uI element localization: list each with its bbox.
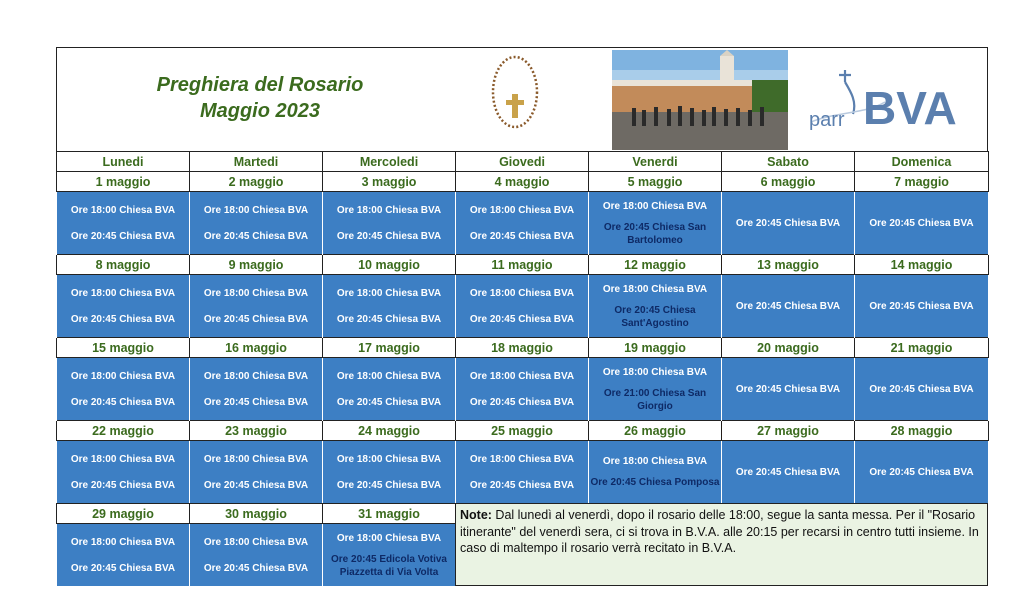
parish-logo-mark (805, 62, 969, 138)
events-cell (190, 441, 323, 504)
event-time: Ore 20:45 Chiesa BVA (469, 230, 575, 242)
event-time: Ore 18:00 Chiesa BVA (602, 283, 708, 295)
events-cell (722, 275, 855, 338)
event-time: Ore 20:45 Chiesa BVA (336, 396, 442, 408)
event-time: Ore 18:00 Chiesa BVA (203, 536, 309, 548)
date-cell: 11 maggio (456, 255, 589, 275)
event-time: Ore 20:45 Chiesa BVA (735, 217, 841, 229)
events-cell (323, 358, 456, 421)
note-label: Note: (460, 508, 492, 522)
events-cell (722, 441, 855, 504)
date-cell: 28 maggio (855, 421, 989, 441)
event-time: Ore 20:45 Chiesa BVA (735, 300, 841, 312)
date-cell: 17 maggio (323, 338, 456, 358)
events-cell (456, 192, 589, 255)
event-time: Ore 18:00 Chiesa BVA (70, 287, 176, 299)
date-cell: 22 maggio (57, 421, 190, 441)
calendar-table (56, 151, 989, 503)
event-time: Ore 18:00 Chiesa BVA (469, 204, 575, 216)
date-cell: 24 maggio (323, 421, 456, 441)
event-time: Ore 20:45 Chiesa BVA (70, 313, 176, 325)
title-line-1: Preghiera del Rosario (156, 74, 364, 96)
event-time: Ore 20:45 Chiesa BVA (203, 479, 309, 491)
date-row (57, 504, 456, 524)
event-time: Ore 20:45 Chiesa Pomposa (590, 477, 720, 488)
date-cell: 2 maggio (190, 172, 323, 192)
date-cell: 21 maggio (855, 338, 989, 358)
events-cell (456, 275, 589, 338)
date-cell: 14 maggio (855, 255, 989, 275)
weekday-label: Lunedi (57, 152, 190, 172)
event-time: Ore 18:00 Chiesa BVA (602, 456, 708, 467)
events-cell (190, 192, 323, 255)
date-cell: 26 maggio (589, 421, 722, 441)
events-row (57, 192, 989, 255)
event-time: Ore 21:00 Chiesa San Giorgio (603, 387, 707, 412)
date-cell: 1 maggio (57, 172, 190, 192)
weekday-label: Sabato (722, 152, 855, 172)
note-box (455, 503, 988, 586)
event-time: Ore 18:00 Chiesa BVA (469, 453, 575, 465)
events-cell (589, 192, 722, 255)
date-cell: 30 maggio (190, 504, 323, 524)
date-row (57, 338, 989, 358)
date-cell: 7 maggio (855, 172, 989, 192)
event-time: Ore 18:00 Chiesa BVA (70, 204, 176, 216)
note-text: Dal lunedì al venerdì, dopo il rosario delle 18:00, segue la santa messa. Per il "Rosario itinerante" del venerdì sera, ci si trova in B.V.A. alle 20:15 per recarsi in centro tutti insieme. In caso di maltempo il rosario verrà recitato in B.V.A. (460, 508, 979, 555)
event-time: Ore 18:00 Chiesa BVA (336, 453, 442, 465)
logo-big-text: BVA (863, 82, 957, 134)
events-cell (190, 275, 323, 338)
title-line-2: Maggio 2023 (199, 100, 321, 122)
date-cell: 23 maggio (190, 421, 323, 441)
logo-small-text: parr (809, 109, 845, 131)
event-time: Ore 18:00 Chiesa BVA (336, 370, 442, 382)
date-cell: 3 maggio (323, 172, 456, 192)
event-time: Ore 20:45 Chiesa San Bartolomeo (603, 221, 707, 246)
event-time: Ore 20:45 Chiesa BVA (70, 562, 176, 574)
event-time: Ore 18:00 Chiesa BVA (203, 370, 309, 382)
events-row (57, 358, 989, 421)
events-row (57, 524, 456, 587)
event-time: Ore 20:45 Chiesa BVA (735, 466, 841, 478)
events-cell (456, 358, 589, 421)
events-row (57, 275, 989, 338)
date-cell: 9 maggio (190, 255, 323, 275)
events-cell (57, 192, 190, 255)
event-time: Ore 20:45 Chiesa BVA (203, 313, 309, 325)
event-time: Ore 20:45 Chiesa BVA (869, 300, 974, 312)
date-cell: 18 maggio (456, 338, 589, 358)
events-cell (323, 441, 456, 504)
event-time: Ore 18:00 Chiesa BVA (336, 204, 442, 216)
events-cell (57, 524, 190, 587)
parish-logo (805, 62, 969, 138)
event-time: Ore 20:45 Chiesa BVA (203, 562, 309, 574)
event-time: Ore 18:00 Chiesa BVA (469, 370, 575, 382)
events-cell (722, 192, 855, 255)
events-cell (323, 192, 456, 255)
event-time: Ore 20:45 Chiesa BVA (336, 479, 442, 491)
event-time: Ore 18:00 Chiesa BVA (70, 536, 176, 548)
date-row (57, 255, 989, 275)
events-cell (722, 358, 855, 421)
event-time: Ore 18:00 Chiesa BVA (203, 453, 309, 465)
events-cell (57, 275, 190, 338)
date-cell: 19 maggio (589, 338, 722, 358)
event-time: Ore 18:00 Chiesa BVA (469, 287, 575, 299)
weeks-body (57, 172, 989, 504)
date-cell: 13 maggio (722, 255, 855, 275)
weekday-label: Mercoledi (323, 152, 456, 172)
event-time: Ore 20:45 Chiesa BVA (203, 230, 309, 242)
event-time: Ore 20:45 Chiesa BVA (203, 396, 309, 408)
events-cell (57, 441, 190, 504)
date-cell: 8 maggio (57, 255, 190, 275)
date-cell: 29 maggio (57, 504, 190, 524)
date-cell: 4 maggio (456, 172, 589, 192)
events-cell (323, 524, 456, 587)
date-row (57, 172, 989, 192)
event-time: Ore 20:45 Chiesa BVA (869, 383, 974, 395)
date-cell: 25 maggio (456, 421, 589, 441)
date-cell: 10 maggio (323, 255, 456, 275)
events-cell (323, 275, 456, 338)
church-photo (612, 50, 788, 150)
event-time: Ore 20:45 Edicola Votiva Piazzetta di Via Volta (331, 553, 447, 578)
events-cell (589, 441, 722, 504)
event-time: Ore 18:00 Chiesa BVA (602, 366, 708, 378)
events-row (57, 441, 989, 504)
date-cell: 5 maggio (589, 172, 722, 192)
event-time: Ore 18:00 Chiesa BVA (336, 287, 442, 299)
events-cell (855, 275, 989, 338)
events-cell (855, 358, 989, 421)
events-cell (589, 275, 722, 338)
date-cell: 15 maggio (57, 338, 190, 358)
event-time: Ore 20:45 Chiesa BVA (869, 217, 974, 229)
event-time: Ore 20:45 Chiesa BVA (70, 479, 176, 491)
header (56, 47, 988, 151)
event-time: Ore 18:00 Chiesa BVA (70, 370, 176, 382)
date-cell: 27 maggio (722, 421, 855, 441)
event-time: Ore 18:00 Chiesa BVA (336, 532, 442, 544)
date-cell: 20 maggio (722, 338, 855, 358)
date-cell: 12 maggio (589, 255, 722, 275)
event-time: Ore 18:00 Chiesa BVA (203, 287, 309, 299)
events-cell (589, 358, 722, 421)
date-cell: 16 maggio (190, 338, 323, 358)
events-cell (855, 441, 989, 504)
event-time: Ore 18:00 Chiesa BVA (70, 453, 176, 465)
last-week-table (56, 503, 456, 586)
event-time: Ore 20:45 Chiesa BVA (336, 230, 442, 242)
event-time: Ore 20:45 Chiesa BVA (70, 230, 176, 242)
events-cell (190, 524, 323, 587)
rosary-icon (487, 54, 543, 146)
calendar-sheet (56, 47, 988, 586)
events-cell (855, 192, 989, 255)
event-time: Ore 20:45 Chiesa BVA (469, 479, 575, 491)
date-cell: 31 maggio (323, 504, 456, 524)
weekday-label: Giovedi (456, 152, 589, 172)
event-time: Ore 18:00 Chiesa BVA (602, 200, 708, 212)
event-time: Ore 20:45 Chiesa BVA (735, 383, 841, 395)
event-time: Ore 20:45 Chiesa BVA (336, 313, 442, 325)
event-time: Ore 20:45 Chiesa BVA (469, 313, 575, 325)
events-cell (57, 358, 190, 421)
events-cell (190, 358, 323, 421)
event-time: Ore 20:45 Chiesa BVA (869, 466, 974, 478)
date-row (57, 421, 989, 441)
event-time: Ore 20:45 Chiesa BVA (70, 396, 176, 408)
event-time: Ore 20:45 Chiesa Sant'Agostino (614, 304, 696, 329)
event-time: Ore 18:00 Chiesa BVA (203, 204, 309, 216)
event-time: Ore 20:45 Chiesa BVA (469, 396, 575, 408)
date-cell: 6 maggio (722, 172, 855, 192)
events-cell (456, 441, 589, 504)
last-week-block (56, 503, 988, 586)
weekday-header (57, 152, 989, 172)
page-title (135, 72, 385, 124)
weekday-label: Domenica (855, 152, 989, 172)
weekday-label: Martedi (190, 152, 323, 172)
weekday-label: Venerdi (589, 152, 722, 172)
